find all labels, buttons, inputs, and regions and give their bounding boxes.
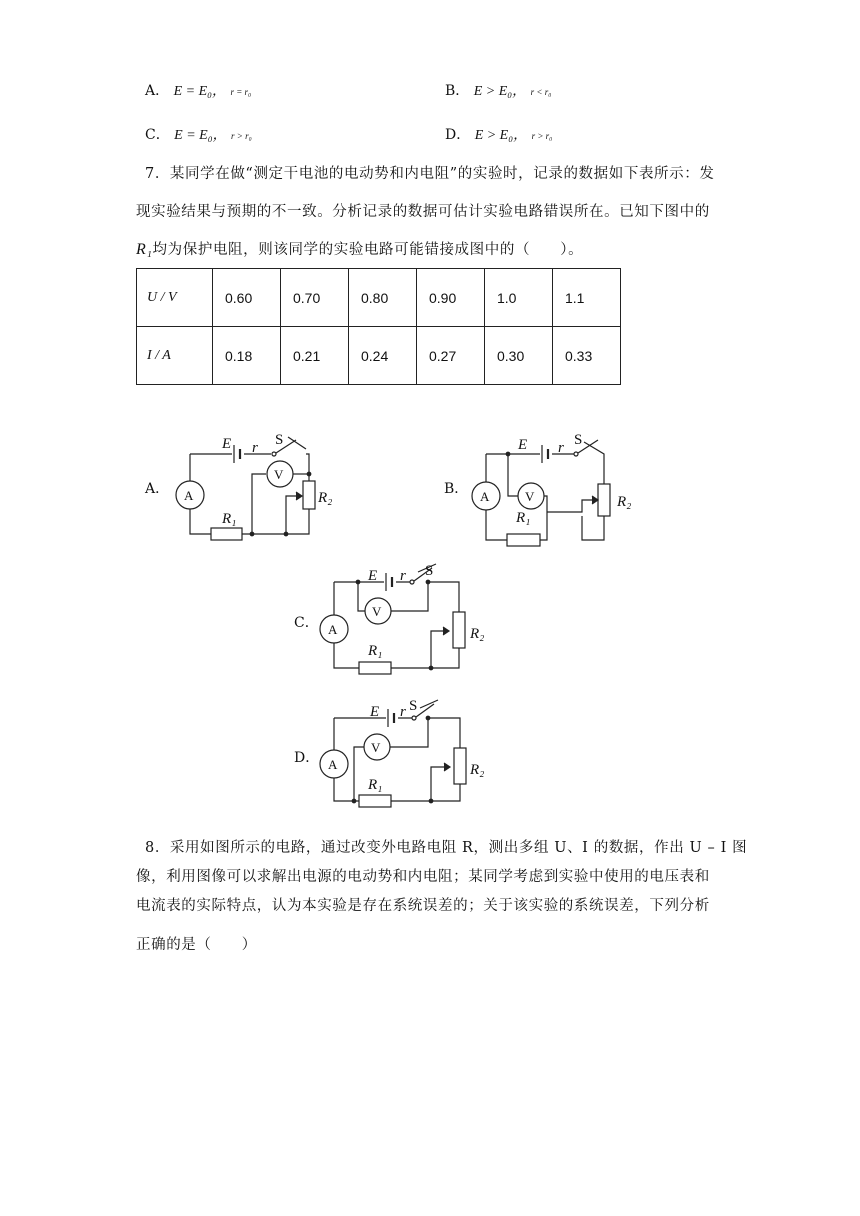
option-equation: E = E₀， (174, 128, 227, 143)
voltmeter-label: V (372, 604, 382, 619)
option-condition: r < r₀ (530, 87, 552, 97)
label-s: S (409, 698, 418, 714)
label-r2: R₂ (617, 494, 632, 510)
label-r2: R₂ (470, 762, 485, 778)
option-condition: r = r₀ (230, 87, 252, 97)
label-r: r (400, 704, 406, 720)
option-equation: E > E₀， (473, 84, 527, 99)
label-r: r (252, 440, 258, 456)
table-cell: 1.1 (553, 269, 621, 327)
label-s: S (425, 563, 434, 579)
table-cell: 0.90 (417, 269, 485, 327)
q7-text-line1: 7．某同学在做“测定干电池的电动势和内电阻”的实验时，记录的数据如下表所示：发 (145, 166, 715, 182)
voltmeter-label: V (371, 740, 381, 755)
label-r: r (558, 440, 564, 456)
r1-symbol: R₁ (136, 241, 153, 258)
option-condition: r > r₀ (531, 131, 553, 141)
option-letter: C． (145, 127, 170, 143)
circuit-a (176, 437, 315, 540)
label-r1: R₁ (222, 511, 237, 527)
voltmeter-label: V (274, 467, 284, 482)
q8-text-line1: 8．采用如图所示的电路，通过改变外电路电阻 R，测出多组 U、I 的数据，作出 U – I 图 (145, 840, 748, 856)
option-condition: r > r₀ (231, 131, 252, 141)
q7-text-line3-rest: 均为保护电阻，则该同学的实验电路可能错接成图中的（ ）。 (152, 242, 584, 258)
table-cell: 0.24 (349, 327, 417, 385)
ammeter-label: A (328, 622, 338, 637)
ammeter-label: A (184, 488, 194, 503)
table-cell: 0.60 (213, 269, 281, 327)
voltmeter-label: V (525, 489, 535, 504)
circuit-b (472, 440, 610, 546)
ammeter-label: A (328, 757, 338, 772)
label-r1: R₁ (516, 510, 531, 526)
q8-text-line4: 正确的是（ ） (136, 937, 257, 953)
table-header-u: U / V (137, 269, 213, 327)
label-r1: R₁ (368, 777, 383, 793)
label-s: S (574, 432, 583, 448)
option-letter: A． (145, 83, 170, 99)
table-cell: 0.27 (417, 327, 485, 385)
table-cell: 0.21 (281, 327, 349, 385)
table-cell: 0.33 (553, 327, 621, 385)
option-letter: B． (445, 83, 470, 99)
q8-text-line3: 电流表的实际特点，认为本实验是存在系统误差的；关于该实验的系统误差，下列分析 (136, 898, 710, 914)
label-e: E (518, 437, 528, 453)
circuit-c (320, 564, 465, 674)
circuit-d (320, 700, 466, 807)
table-cell: 0.18 (213, 327, 281, 385)
label-r2: R₂ (470, 626, 485, 642)
q8-text-line2: 像，利用图像可以求解出电源的电动势和内电阻；某同学考虑到实验中使用的电压表和 (136, 869, 710, 885)
label-s: S (275, 432, 284, 448)
ammeter-label: A (480, 489, 490, 504)
table-cell: 0.30 (485, 327, 553, 385)
label-e: E (368, 568, 378, 584)
option-equation: E > E₀， (474, 128, 528, 143)
label-r1: R₁ (368, 643, 383, 659)
circuit-b-label: B． (444, 481, 469, 497)
option-letter: D． (445, 127, 471, 143)
circuit-d-label: D． (294, 750, 320, 766)
table-cell: 1.0 (485, 269, 553, 327)
circuit-c-label: C． (294, 615, 319, 631)
table-cell: 0.70 (281, 269, 349, 327)
circuit-a-label: A． (145, 481, 170, 497)
table-cell: 0.80 (349, 269, 417, 327)
q7-text-line2: 现实验结果与预期的不一致。分析记录的数据可估计实验电路错误所在。已知下图中的 (136, 204, 710, 220)
option-equation: E = E₀， (173, 84, 226, 99)
label-e: E (222, 436, 232, 452)
label-r: r (400, 568, 406, 584)
table-header-i: I / A (137, 327, 213, 385)
label-r2: R₂ (318, 490, 333, 506)
label-e: E (370, 704, 380, 720)
